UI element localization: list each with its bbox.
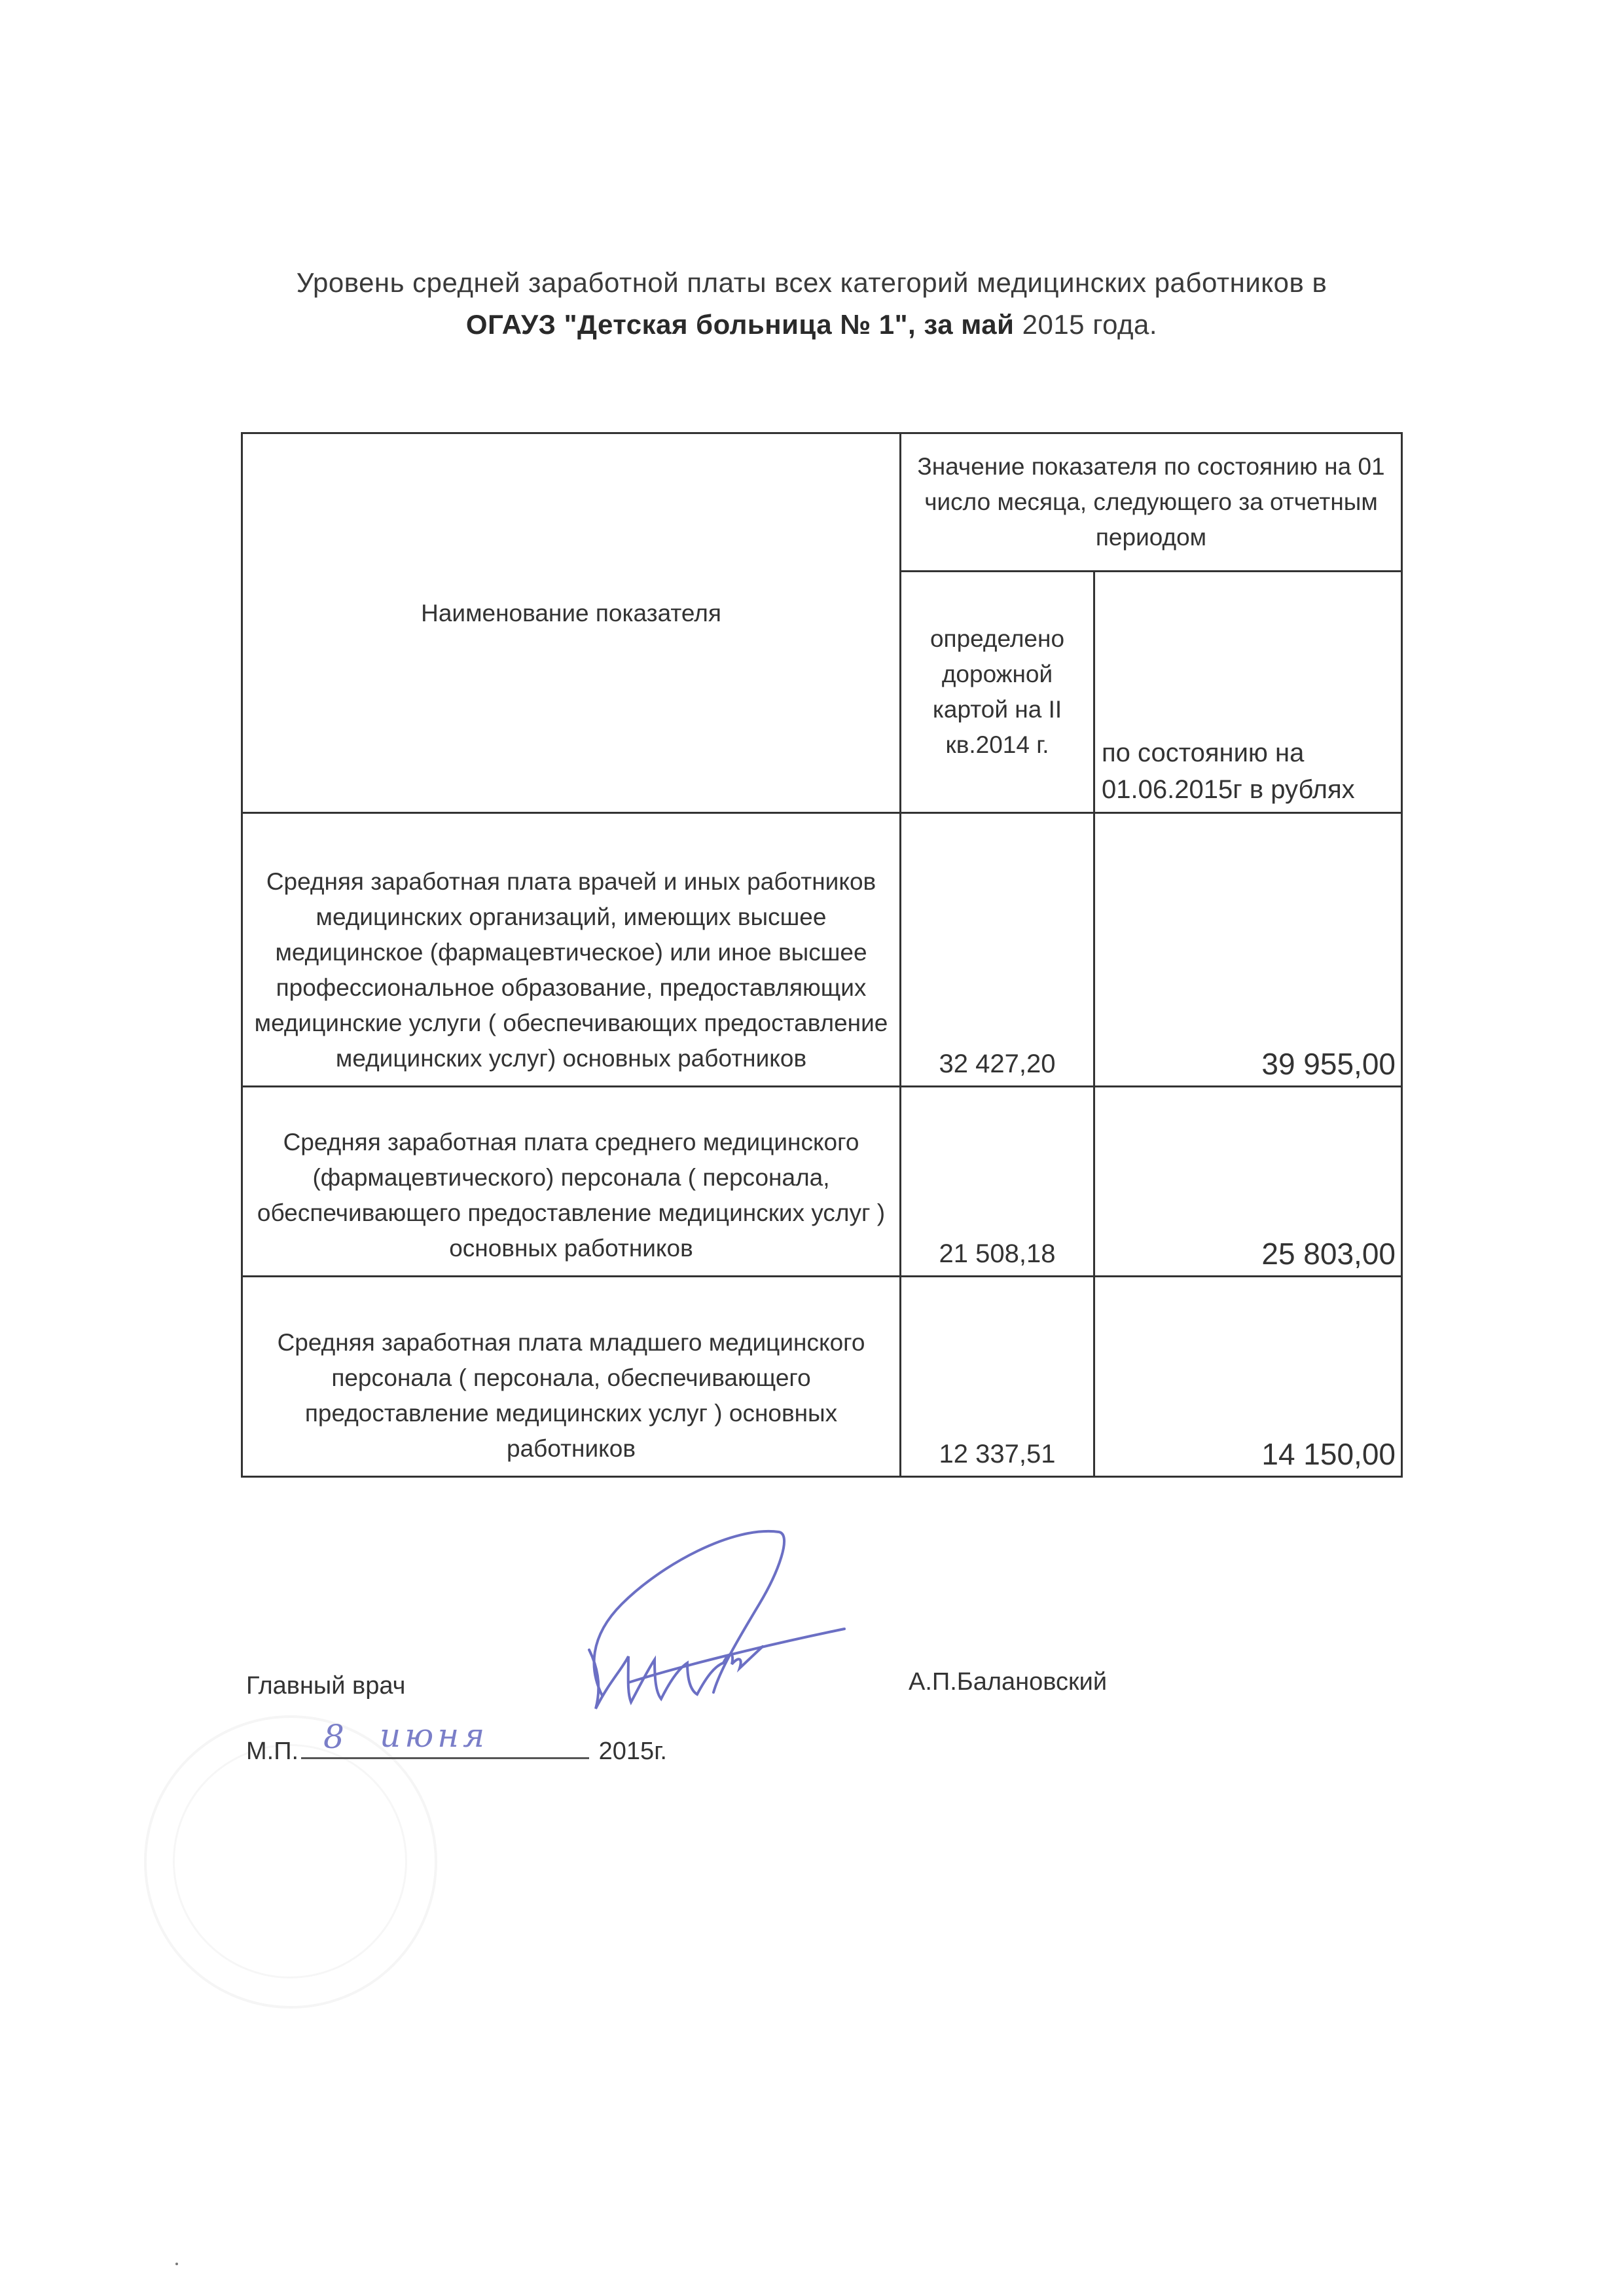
handwritten-month: июня — [380, 1717, 489, 1755]
header-fact: по состоянию на 01.06.2015г в рублях — [1094, 572, 1402, 813]
signer-position: Главный врач — [246, 1672, 406, 1700]
row-fact-value: 14 150,00 — [1094, 1277, 1402, 1477]
faded-stamp — [144, 1715, 437, 2009]
header-value-group: Значение показателя по состоянию на 01 число месяца, следующего за отчетным периодом — [901, 433, 1402, 572]
table-row — [242, 1277, 1402, 1477]
row-plan-value: 12 337,51 — [901, 1277, 1094, 1477]
row-plan-value: 21 508,18 — [901, 1087, 1094, 1277]
report-month: май — [961, 309, 1015, 340]
row-indicator-name: Средняя заработная плата младшего медицинского персонала ( персонала, обеспечивающего предоставление медицинских услуг ) основных работников — [242, 1277, 901, 1477]
table-row — [242, 813, 1402, 1087]
report-year: 2015 года. — [1022, 309, 1158, 340]
date-year-suffix: 2015г. — [598, 1738, 667, 1765]
date-blank-line — [301, 1736, 589, 1759]
table-row — [242, 1087, 1402, 1277]
salary-table — [241, 432, 1403, 1478]
stamp-date-line — [246, 1736, 667, 1766]
row-fact-value: 25 803,00 — [1094, 1087, 1402, 1277]
table-header-row-1 — [242, 433, 1402, 572]
row-indicator-name: Средняя заработная плата врачей и иных работников медицинских организаций, имеющих высшее медицинское (фармацевтическое) или иное высшее профессиональное образование, предоставляющих медицинские услуги ( обеспечивающих предоставление медицинских услуг) основных работников — [242, 813, 901, 1087]
header-indicator-name: Наименование показателя — [242, 433, 901, 813]
faded-stamp-inner-ring — [173, 1744, 407, 1978]
title-line-1: Уровень средней заработной платы всех категорий медицинских работников в — [296, 267, 1327, 298]
organization-name: ОГАУЗ "Детская больница № 1", — [465, 309, 916, 340]
row-indicator-name: Средняя заработная плата среднего медицинского (фармацевтического) персонала ( персонала, обеспечивающего предоставление медицинских услуг ) основных работников — [242, 1087, 901, 1277]
title-za: за — [924, 309, 954, 340]
scan-speck — [175, 2263, 178, 2265]
row-fact-value: 39 955,00 — [1094, 813, 1402, 1087]
row-plan-value: 32 427,20 — [901, 813, 1094, 1087]
handwritten-signature — [563, 1519, 877, 1728]
signer-name: А.П.Балановский — [909, 1668, 1108, 1696]
header-plan: определено дорожной картой на II кв.2014 г. — [901, 572, 1094, 813]
mp-label: М.П. — [246, 1738, 299, 1765]
title-line-2 — [196, 304, 1427, 346]
document-title — [196, 262, 1427, 346]
handwritten-day: 8 — [323, 1718, 348, 1756]
